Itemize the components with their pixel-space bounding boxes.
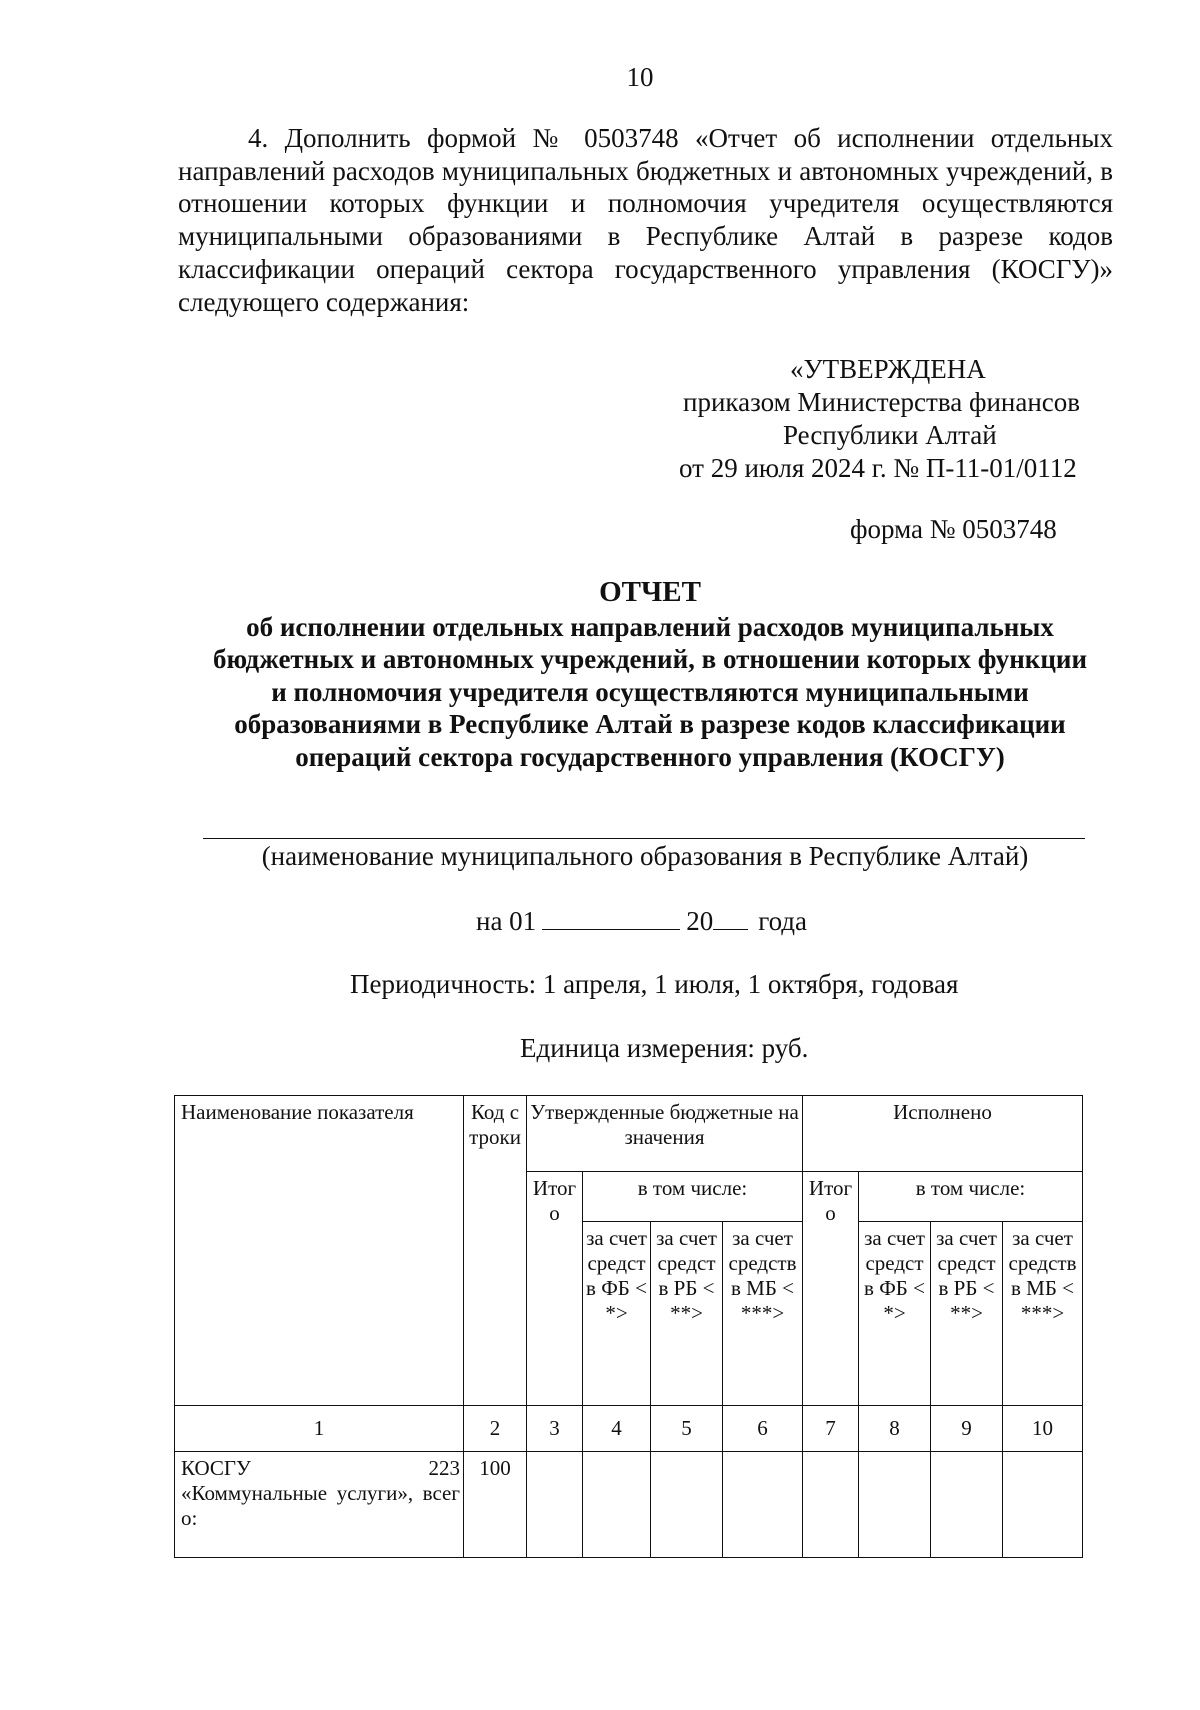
column-number: 6 [723,1406,803,1452]
report-date-line [476,905,807,937]
column-number: 10 [1003,1406,1083,1452]
header-approved-rb: за счет средств РБ <**> [651,1222,723,1406]
year-prefix: 20 [686,906,714,936]
report-table [174,1095,1083,1558]
report-title-line-6: операций сектора государственного управления (КОСГУ) [295,741,1005,772]
column-number: 7 [803,1406,859,1452]
row-value-cell [651,1452,723,1558]
row-value-cell [527,1452,583,1558]
column-number: 2 [464,1406,527,1452]
header-executed-fb: за счет средств ФБ <*> [859,1222,931,1406]
row-value-cell [1003,1452,1083,1558]
header-approved-mb: за счет средств в МБ <***> [723,1222,803,1406]
row-value-cell [859,1452,931,1558]
approval-line-1: «УТВЕРЖДЕНА [790,354,986,384]
header-executed-including: в том числе: [859,1172,1083,1222]
date-prefix: на 01 [476,906,537,936]
row-value-cell [723,1452,803,1558]
header-approved-including: в том числе: [583,1172,803,1222]
report-title-line-5: образованиями в Республике Алтай в разрезе кодов классификации [234,709,1066,739]
header-approved-fb: за счет средств ФБ <*> [583,1222,651,1406]
approval-line-2: приказом Министерства финансов [683,387,1081,417]
header-approved: Утвержденные бюджетные назначения [527,1096,803,1172]
header-indicator-name: Наименование показателя [175,1096,464,1406]
header-row-code: Код строки [464,1096,527,1406]
amendment-paragraph: 4. Дополнить формой № 0503748 «Отчет об исполнении отдельных направлений расходов муниципальных бюджетных и автономных учреждений, в отношении которых функции и полномочия учредителя осуществляются муниципальными образованиями в Республике Алтай в разрезе кодов классификации операций сектора государственного управления (КОСГУ)» следующего содержания: [178,123,1113,317]
row-name-rest: «Коммунальные услуги», всего: [181,1481,460,1530]
report-title-main: ОТЧЕТ [599,576,701,608]
form-number: форма № 0503748 [850,514,1057,544]
approval-line-3: Республики Алтай [783,420,997,450]
year-blank [713,905,748,930]
report-title-line-2: об исполнении отдельных направлений расходов муниципальных [246,611,1054,642]
row-name-part1: КОСГУ [181,1456,251,1480]
table-row [175,1452,1083,1558]
report-title [170,576,1130,773]
municipality-blank-line [203,838,1085,839]
header-executed-mb: за счет средств в МБ <***> [1003,1222,1083,1406]
column-number: 8 [859,1406,931,1452]
approval-block [640,353,1120,485]
municipality-caption: (наименование муниципального образования в Республике Алтай) [261,841,1029,871]
column-number: 5 [651,1406,723,1452]
row-value-cell [803,1452,859,1558]
column-number: 3 [527,1406,583,1452]
row-code: 100 [464,1452,527,1558]
column-number: 4 [583,1406,651,1452]
column-number-row [175,1406,1083,1452]
header-approved-total: Итого [527,1172,583,1406]
approval-line-4: от 29 июля 2024 г. № П-11-01/0112 [679,453,1077,483]
unit-of-measure: Единица измерения: руб. [520,1033,809,1063]
header-executed: Исполнено [803,1096,1083,1172]
row-name-part2: 223 [428,1456,460,1480]
header-executed-rb: за счет средств РБ <**> [931,1222,1003,1406]
date-suffix: года [758,906,808,936]
row-value-cell [583,1452,651,1558]
report-title-line-4: и полномочия учредителя осуществляются муниципальными [271,676,1029,707]
column-number: 9 [931,1406,1003,1452]
month-blank [542,905,680,930]
row-indicator-name [175,1452,464,1558]
report-title-line-3: бюджетных и автономных учреждений, в отношении которых функции [212,644,1088,674]
header-executed-total: Итого [803,1172,859,1406]
row-value-cell [931,1452,1003,1558]
page-number: 10 [626,62,654,92]
column-number: 1 [175,1406,464,1452]
periodicity: Периодичность: 1 апреля, 1 июля, 1 октября, годовая [350,969,959,999]
